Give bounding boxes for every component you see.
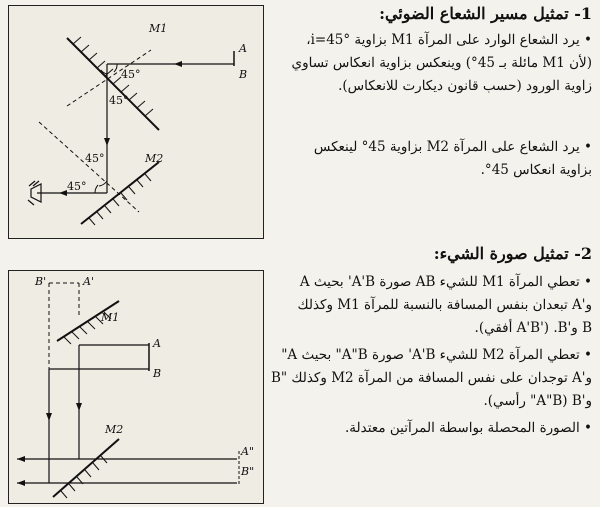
image-diagram [9, 271, 263, 503]
angle-label-1: 45° [121, 68, 141, 81]
label-m2: M2 [145, 152, 164, 165]
label-m1: M1 [101, 311, 120, 324]
figure-ray-path [8, 5, 264, 239]
label-a2: A" [241, 445, 255, 458]
label-a: A [153, 337, 161, 350]
section-image-formation [266, 244, 592, 440]
angle-label-3: 45° [85, 152, 105, 165]
mirror-m2 [53, 439, 119, 497]
normal-m2 [39, 122, 139, 212]
label-m1: M1 [149, 22, 168, 35]
angle-label-4: 45° [67, 180, 87, 193]
label-b: B [239, 68, 248, 81]
ray-diagram [9, 6, 263, 238]
label-b: B [153, 367, 162, 380]
label-a: A [239, 42, 247, 55]
figure-image-formation [8, 270, 264, 504]
label-a1: A' [83, 275, 94, 288]
section2-bullet3: • الصورة المحصلة بواسطة المرآتين معتدلة. [266, 417, 592, 440]
section2-bullet1: • تعطي المرآة M1 للشيء AB صورة A'B' بحيث A و'A تبعدان بنفس المسافة بالنسبة للمرآة M1 وكذلك B و'B. ('A'B أفقي). [266, 271, 592, 340]
label-b1: B' [35, 275, 47, 288]
section-ray-path [266, 4, 592, 182]
section2-bullet2: • تعطي المرآة M2 للشيء A'B' صورة A"B" بحيث A" و'A توجدان على نفس المسافة من المرآة M2 وكذلك "B و'B (A"B" رأسي). [266, 344, 592, 413]
section2-heading: 2- تمثيل صورة الشيء: [433, 244, 592, 263]
angle-label-2: 45° [109, 94, 129, 107]
label-b2: B" [241, 465, 255, 478]
section1-bullet1: • يرد الشعاع الوارد على المرآة M1 بزاوية i=45°، (لأن M1 مائلة بـ 45°) وينعكس بزاوية انعكاس تساوي زاوية الورود (حسب قانون ديكارت للانعكاس). [266, 29, 592, 98]
mirror-m2-hatching [61, 456, 107, 498]
label-m2: M2 [105, 423, 124, 436]
mirror-m2-hatching [89, 174, 151, 225]
section1-bullet2: • يرد الشعاع على المرآة M2 بزاوية 45° لينعكس بزاوية انعكاس 45°. [266, 136, 592, 182]
section1-heading: 1- تمثيل مسير الشعاع الضوئي: [379, 4, 592, 23]
